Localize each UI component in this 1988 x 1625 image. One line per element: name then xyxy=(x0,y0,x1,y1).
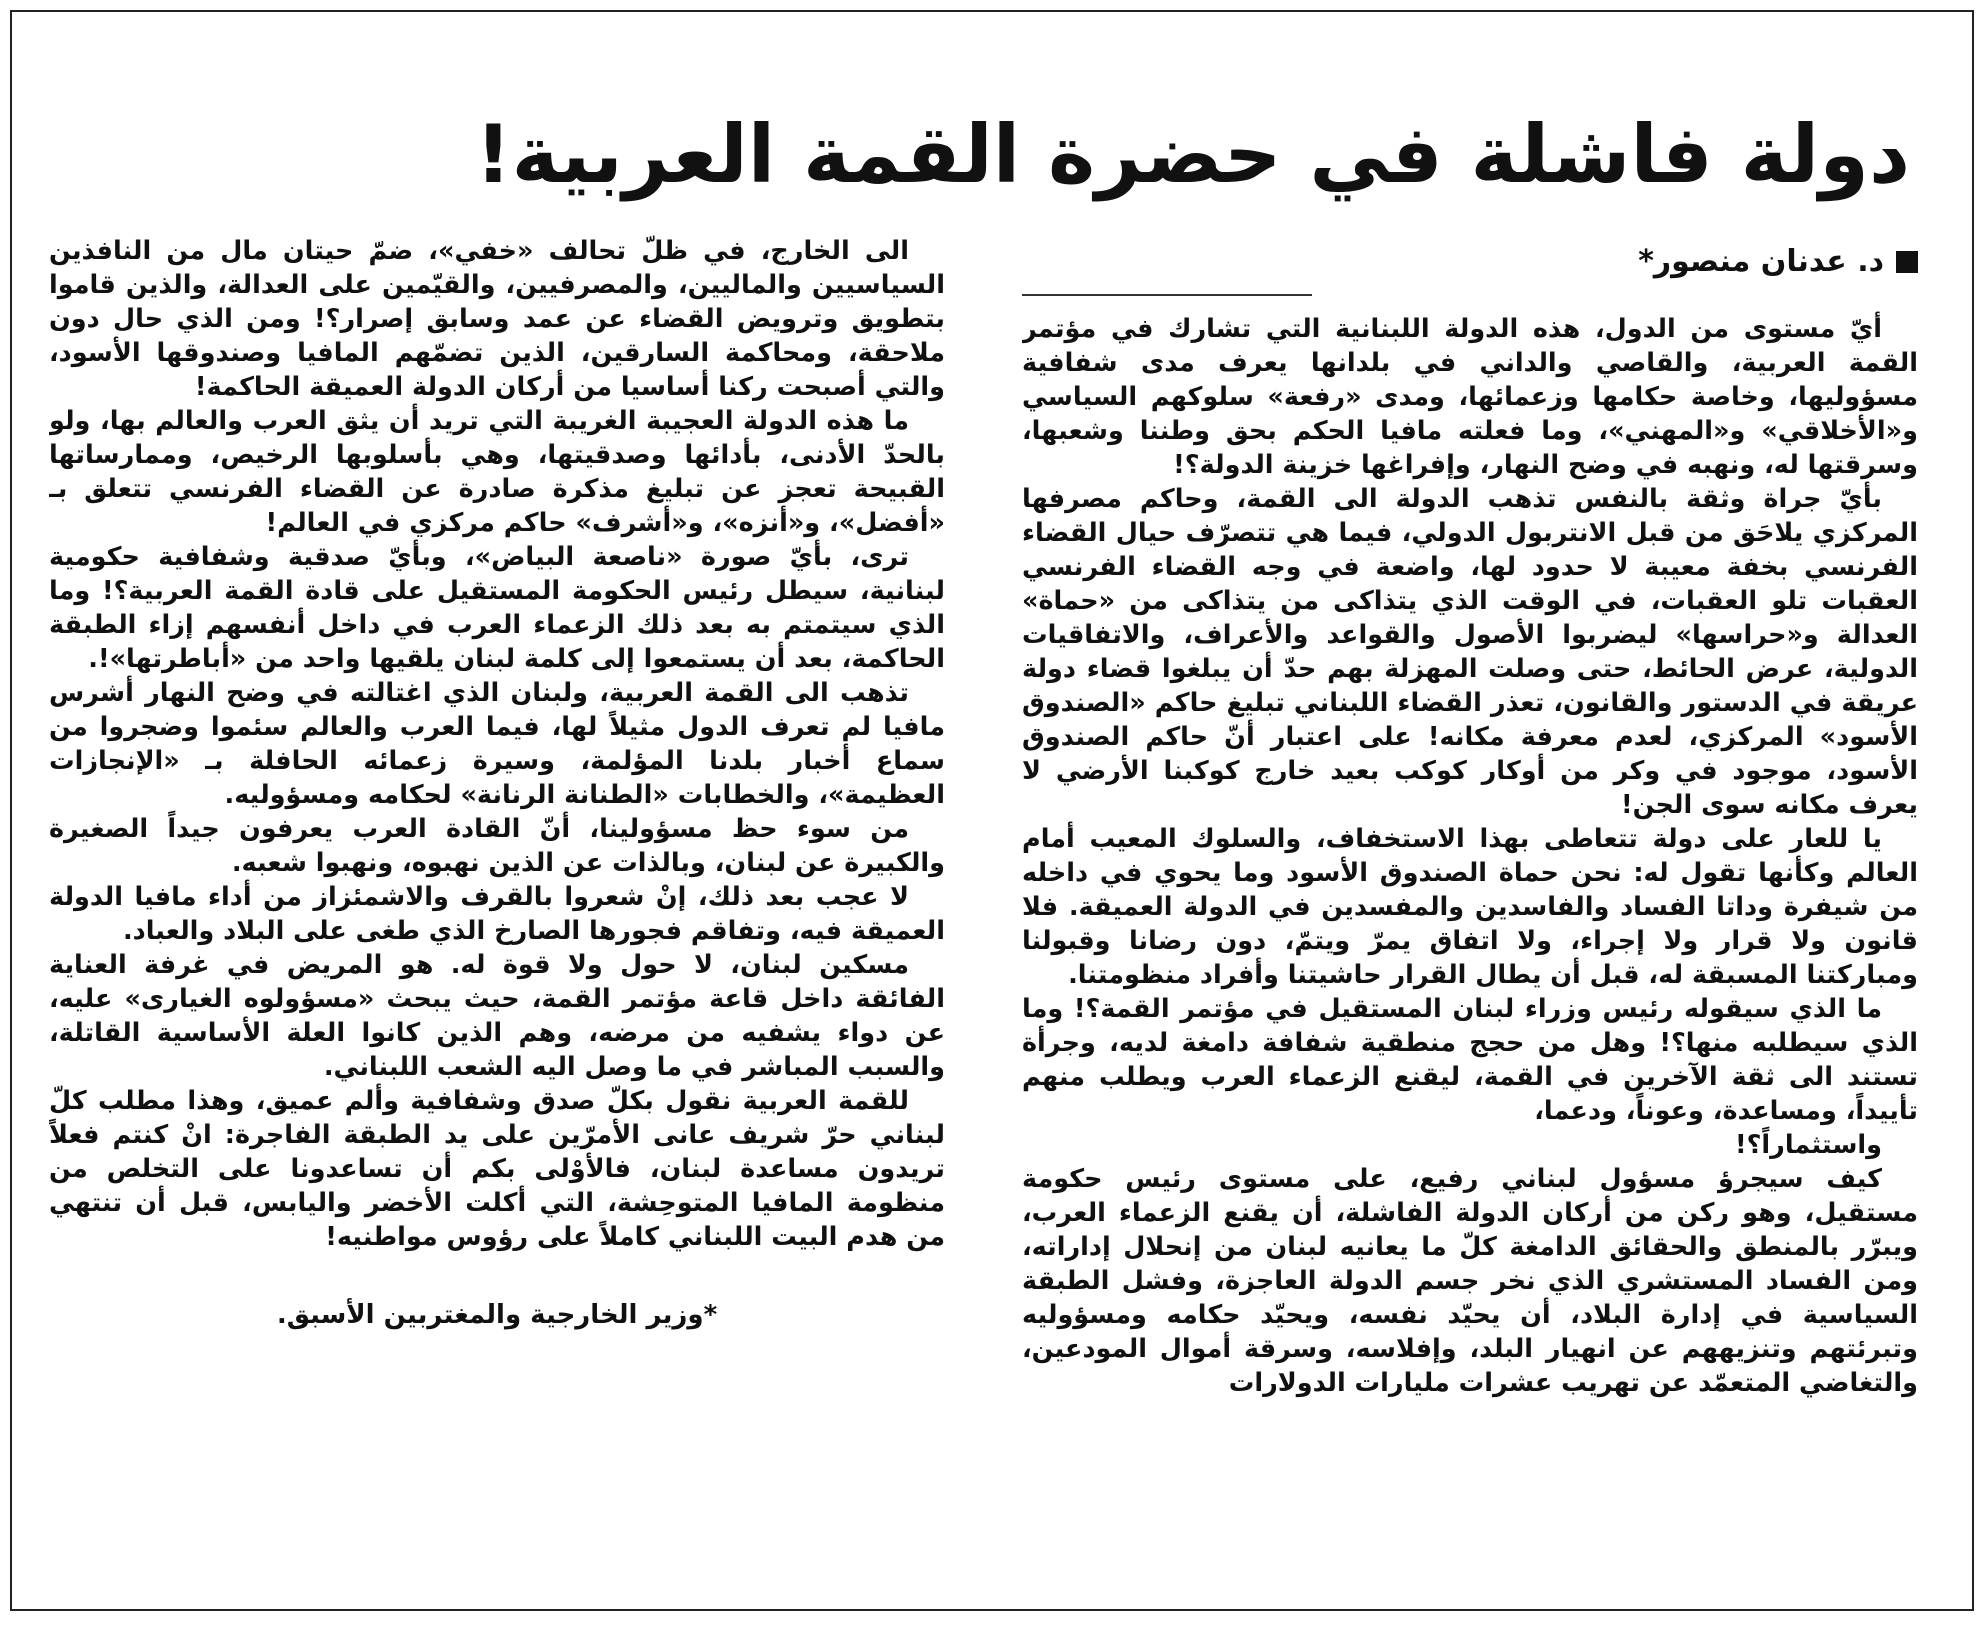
paragraph: لا عجب بعد ذلك، إنْ شعروا بالقرف والاشمئزاز من أداء مافيا الدولة العميقة فيه، وتفاقم فجورها الصارخ الذي طغى على البلاد والعباد. xyxy=(49,882,945,946)
page-frame xyxy=(10,10,1974,1611)
paragraph: ما الذي سيقوله رئيس وزراء لبنان المستقيل في مؤتمر القمة؟! وما الذي سيطلبه منها؟! وهل من حجج منطقية شفافة دامغة لديه، وجرأة تستند الى ثقة الآخرين في القمة، ليقنع الزعماء العرب ويطلب منهم تأييداً، ومساعدة، وعوناً، ودعما، xyxy=(1022,994,1918,1126)
paragraph: ما هذه الدولة العجيبة الغريبة التي تريد أن يثق العرب والعالم بها، ولو بالحدّ الأدنى، بأدائها وصدقيتها، وهي بأسلوبها الرخيص، وممارساتها القبيحة تعجز عن تبليغ مذكرة صادرة عن القضاء الفرنسي تتعلق بـ «أفضل»، و«أنزه»، و«أشرف» حاكم مركزي في العالم! xyxy=(49,406,945,538)
paragraph: يا للعار على دولة تتعاطى بهذا الاستخفاف، والسلوك المعيب أمام العالم وكأنها تقول له: نحن حماة الصندوق الأسود وما يحوي في داخله من شيفرة وداتا الفساد والفاسدين والمفسدين في الدولة العميقة. فلا قانون ولا قرار ولا إجراء، ولا اتفاق يمرّ ويتمّ، دون رضانا وقبولنا ومباركتنا المسبقة له، قبل أن يطال القرار حاشيتنا وأفراد منظومتنا. xyxy=(1022,824,1918,990)
article-title: دولة فاشلة في حضرة القمة العربية! xyxy=(475,108,1910,201)
square-bullet-icon xyxy=(1896,251,1918,273)
paragraph: مسكين لبنان، لا حول ولا قوة له. هو المريض في غرفة العناية الفائقة داخل قاعة مؤتمر القمة، حيث يبحث «مسؤولوه الغيارى» عليه، عن دواء يشفيه من مرضه، وهم الذين كانوا العلة الأساسية القاتلة، والسبب المباشر في ما وصل اليه الشعب اللبناني. xyxy=(49,950,945,1082)
paragraph: ترى، بأيّ صورة «ناصعة البياض»، وبأيّ صدقية وشفافية حكومية لبنانية، سيطل رئيس الحكومة المستقيل على قادة القمة العربية؟! وما الذي سيتمتم به بعد ذلك الزعماء العرب في داخل أنفسهم إزاء الطبقة الحاكمة، بعد أن يستمعوا إلى كلمة لبنان يلقيها واحد من «أباطرتها»!. xyxy=(49,542,945,674)
author-name: د. عدنان منصور* xyxy=(1638,244,1884,279)
column-left xyxy=(49,234,945,1604)
column-right xyxy=(1022,234,1918,1604)
paragraph: كيف سيجرؤ مسؤول لبناني رفيع، على مستوى رئيس حكومة مستقيل، وهو ركن من أركان الدولة الفاشلة، أن يقنع الزعماء العرب، ويبرّر بالمنطق والحقائق الدامغة كلّ ما يعانيه لبنان من إنحلال إداراته، ومن الفساد المستشري الذي نخر جسم الدولة العاجزة، وفشل الطبقة السياسية في إدارة البلاد، أن يحيّد نفسه، ويحيّد حكامه ومسؤوليه وتبرئتهم وتنزيههم عن انهيار البلد، وإفلاسه، وسرقة أموال المودعين، والتغاضي المتعمّد عن تهريب عشرات مليارات الدولارات xyxy=(1022,1164,1918,1398)
paragraph: واستثماراً؟! xyxy=(1735,1130,1882,1160)
byline xyxy=(1022,234,1918,290)
paragraph: أيّ مستوى من الدول، هذه الدولة اللبنانية التي تشارك في مؤتمر القمة العربية، والقاصي والداني في بلدانها يعرف مدى شفافية مسؤوليها، وخاصة حكامها وزعمائها، ومدى «رفعة» سلوكهم السياسي و«الأخلاقي» و«المهني»، وما فعلته مافيا الحكم بحق وطننا وشعبها، وسرقتها له، ونهبه في وضح النهار، وإفراغها خزينة الدولة؟! xyxy=(1022,314,1918,480)
author-footnote: *وزير الخارجية والمغتربين الأسبق. xyxy=(276,1300,718,1330)
paragraph: بأيّ جراة وثقة بالنفس تذهب الدولة الى القمة، وحاكم مصرفها المركزي يلاحَق من قبل الانتربول الدولي، فيما هي تتصرّف حيال القضاء الفرنسي بخفة معيبة لا حدود لها، واضعة في وجه القضاء الفرنسي العقبات تلو العقبات، في الوقت الذي يتذاكى من يتذاكى من «حماة» العدالة و«حراسها» ليضربوا الأصول والقواعد والأعراف، والاتفاقيات الدولية، عرض الحائط، حتى وصلت المهزلة بهم حدّ أن يبلغوا قضاء دولة عريقة في الدستور والقانون، تعذر القضاء اللبناني تبليغ حاكم «الصندوق الأسود» المركزي، لعدم معرفة مكانه! على اعتبار أنّ حاكم الصندوق الأسود، موجود في وكر من أوكار كوكب بعيد خارج كوكبنا الأرضي لا يعرف مكانه سوى الجن! xyxy=(1022,484,1918,820)
paragraph: الى الخارج، في ظلّ تحالف «خفي»، ضمّ حيتان مال من النافذين السياسيين والماليين، والمصرفيين، والقيّمين على العدالة، والذين قاموا بتطويق وترويض القضاء عن عمد وسابق إصرار؟! ومن الذي حال دون ملاحقة، ومحاكمة السارقين، الذين تضمّهم المافيا وصندوقها الأسود، والتي أصبحت ركنا أساسيا من أركان الدولة العميقة الحاكمة! xyxy=(49,236,945,402)
byline-rule xyxy=(1022,294,1312,296)
paragraph: من سوء حظ مسؤولينا، أنّ القادة العرب يعرفون جيداً الصغيرة والكبيرة عن لبنان، وبالذات عن الذين نهبوه، ونهبوا شعبه. xyxy=(49,814,945,878)
paragraph: للقمة العربية نقول بكلّ صدق وشفافية وألم عميق، وهذا مطلب كلّ لبناني حرّ شريف عانى الأمرّين على يد الطبقة الفاجرة: انْ كنتم فعلاً تريدون مساعدة لبنان، فالأوْلى بكم أن تساعدونا على التخلص من منظومة المافيا المتوحِشة، التي أكلت الأخضر واليابس، قبل أن تنتهي من هدم البيت اللبناني كاملاً على رؤوس مواطنيه! xyxy=(49,1086,945,1252)
paragraph: تذهب الى القمة العربية، ولبنان الذي اغتالته في وضح النهار أشرس مافيا لم تعرف الدول مثيلاً لها، فيما العرب والعالم سئموا وضجروا من سماع أخبار بلدنا المؤلمة، وسيرة زعمائه الحافلة بـ «الإنجازات العظيمة»، والخطابات «الطنانة الرنانة» لحكامه ومسؤوليه. xyxy=(49,678,945,810)
